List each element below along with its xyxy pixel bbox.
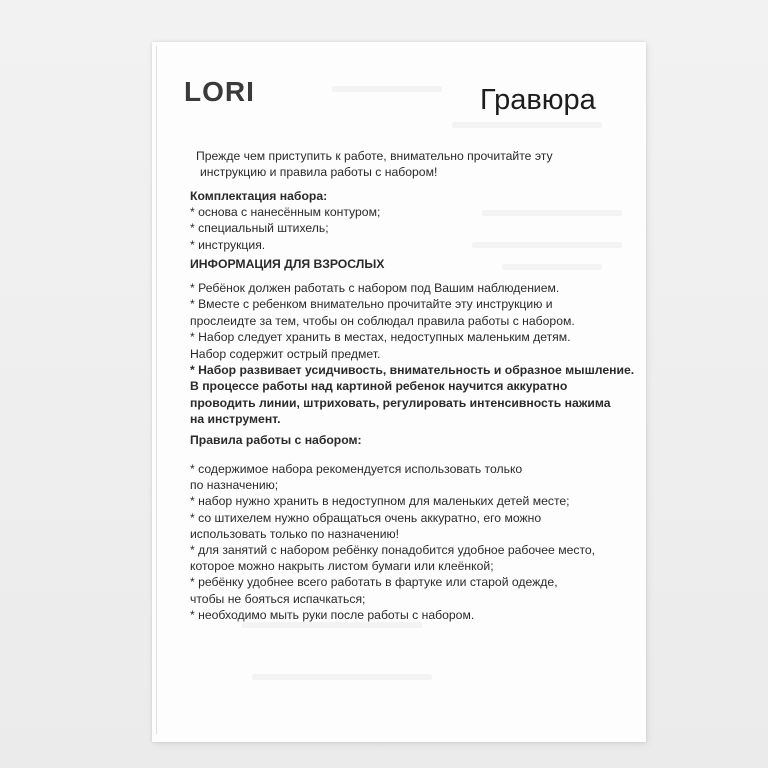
intro-line: Прежде чем приступить к работе, внимательно прочитайте эту bbox=[196, 149, 553, 163]
rules-heading-block bbox=[190, 432, 626, 448]
brand-logo: LORI bbox=[184, 76, 255, 107]
adults-line: Набор содержит острый предмет. bbox=[190, 346, 381, 361]
rules-line: по назначению; bbox=[190, 478, 279, 493]
rules-line: чтобы не бояться испачкаться; bbox=[190, 591, 366, 606]
rules-line: * содержимое набора рекомендуется использовать только bbox=[190, 462, 523, 476]
adults-bold-line: проводить линии, штриховать, регулировать интенсивность нажима bbox=[190, 395, 611, 410]
rules-line: * набор нужно хранить в недоступном для маленьких детей месте; bbox=[190, 494, 570, 509]
adults-info bbox=[190, 280, 635, 428]
kit-heading: Комплектация набора: bbox=[190, 189, 328, 203]
adults-heading-block bbox=[190, 256, 626, 272]
reverse-side-showthrough bbox=[452, 122, 602, 128]
kit-item: * основа с нанесённым контуром; bbox=[190, 205, 381, 220]
adults-bold-line: * Набор развивает усидчивость, внимательность и образное мышление. bbox=[190, 363, 635, 378]
reverse-side-showthrough bbox=[332, 86, 442, 92]
rules-heading: Правила работы с набором: bbox=[190, 433, 362, 447]
rules-line: * для занятий с набором ребёнку понадобится удобное рабочее место, bbox=[190, 543, 596, 558]
kit-item: * инструкция. bbox=[190, 237, 266, 252]
adults-line: * Ребёнок должен работать с набором под Вашим наблюдением. bbox=[190, 281, 560, 295]
intro-paragraph bbox=[196, 148, 626, 180]
rules-line: * ребёнку удобнее всего работать в фартуке или старой одежде, bbox=[190, 575, 558, 590]
adults-line: * Вместе с ребенком внимательно прочитайте эту инструкцию и bbox=[190, 297, 553, 312]
reverse-side-showthrough bbox=[252, 674, 432, 680]
kit-section bbox=[190, 188, 626, 253]
adults-bold-line: на инструмент. bbox=[190, 412, 281, 427]
kit-item: * специальный штихель; bbox=[190, 221, 329, 236]
instruction-sheet bbox=[152, 42, 646, 742]
intro-line: инструкцию и правила работы с набором! bbox=[200, 165, 438, 180]
page-title: Гравюра bbox=[480, 84, 596, 116]
adults-heading: ИНФОРМАЦИЯ ДЛЯ ВЗРОСЛЫХ bbox=[190, 257, 385, 271]
adults-line: * Набор следует хранить в местах, недоступных маленьким детям. bbox=[190, 330, 571, 345]
rules-line: использовать только по назначению! bbox=[190, 526, 400, 541]
rules-list bbox=[190, 461, 626, 623]
adults-bold-line: В процессе работы над картиной ребенок научится аккуратно bbox=[190, 379, 568, 394]
rules-line: * необходимо мыть руки после работы с набором. bbox=[190, 607, 475, 622]
rules-line: которое можно накрыть листом бумаги или клеёнкой; bbox=[190, 559, 494, 574]
rules-line: * со штихелем нужно обращаться очень аккуратно, его можно bbox=[190, 510, 542, 525]
adults-line: прослеидте за тем, чтобы он соблюдал правила работы с набором. bbox=[190, 313, 575, 328]
